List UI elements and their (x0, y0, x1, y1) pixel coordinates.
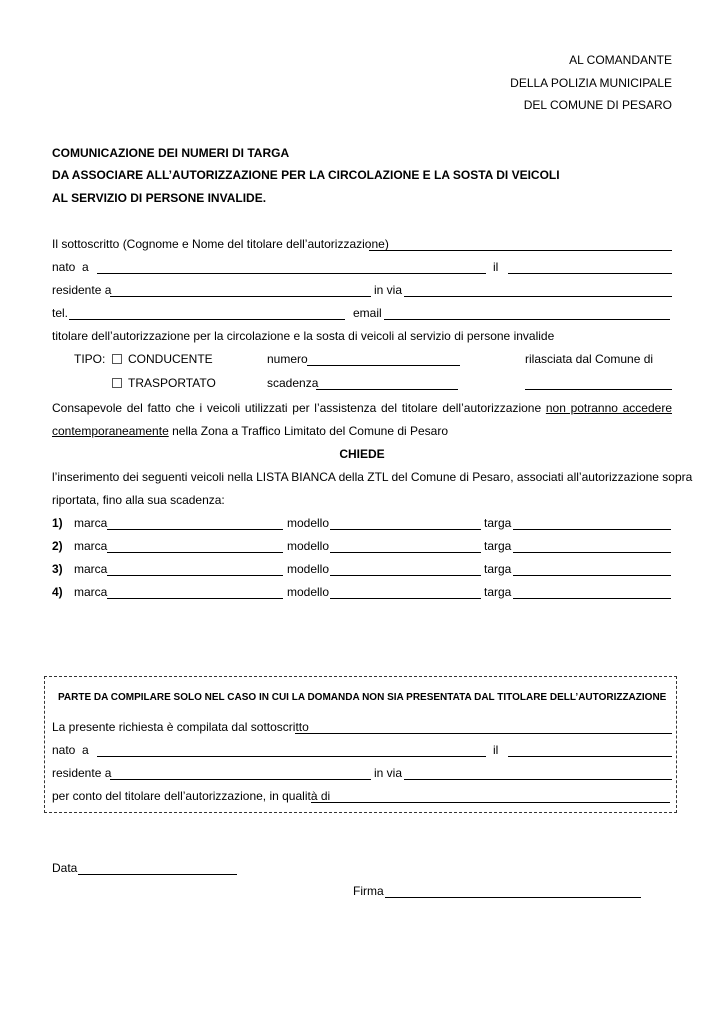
consapevole-pre: Consapevole del fatto che i veicoli utilizzati per l’assistenza del titolare dell’autorizzazione (52, 401, 542, 415)
vehicle-3-modello-field[interactable] (330, 575, 481, 576)
vehicle-3-modello-label: modello (287, 562, 330, 576)
label-numero: numero (267, 352, 308, 366)
delegate-label-nato: nato (52, 743, 76, 757)
contemporaneamente-underlined: contemporaneamente (52, 424, 169, 438)
vehicle-4-targa-label: targa (484, 585, 512, 599)
residente-field[interactable] (110, 296, 371, 297)
nato-a-field[interactable] (97, 273, 486, 274)
contemporaneamente-post: nella Zona a Traffico Limitato del Comune di Pesaro (172, 424, 449, 438)
label-email: email (353, 306, 382, 320)
riportata-text: riportata, fino alla sua scadenza: (52, 493, 225, 507)
label-sottoscritto: Il sottoscritto (Cognome e Nome del titolare dell’autorizzazione) (52, 237, 389, 251)
numero-field[interactable] (307, 365, 460, 366)
recipient-line-1: AL COMANDANTE (569, 53, 672, 67)
delegate-label-per-conto: per conto del titolare dell’autorizzazione, in qualità di (52, 789, 331, 803)
label-rilasciata: rilasciata dal Comune di (525, 352, 654, 366)
label-nato: nato (52, 260, 76, 274)
vehicle-3-marca-field[interactable] (107, 575, 283, 576)
via-field[interactable] (404, 296, 672, 297)
label-tipo: TIPO: (74, 352, 106, 366)
vehicle-3-marca-label: marca (74, 562, 108, 576)
option-conducente[interactable] (112, 352, 213, 366)
delegate-residente-field[interactable] (110, 779, 371, 780)
vehicle-4-number: 4) (52, 585, 63, 599)
vehicle-1-modello-field[interactable] (330, 529, 481, 530)
consapevole-text (52, 401, 672, 415)
vehicle-3-targa-label: targa (484, 562, 512, 576)
label-data: Data (52, 861, 78, 875)
vehicle-1-marca-label: marca (74, 516, 108, 530)
tel-field[interactable] (69, 319, 345, 320)
vehicle-2-targa-field[interactable] (513, 552, 671, 553)
nato-il-field[interactable] (508, 273, 672, 274)
sottoscritto-field[interactable] (369, 250, 672, 251)
vehicle-4-marca-label: marca (74, 585, 108, 599)
delegate-label-a: a (82, 743, 89, 757)
delegate-via-field[interactable] (404, 779, 672, 780)
title-line-1: COMUNICAZIONE DEI NUMERI DI TARGA (52, 146, 290, 160)
vehicle-4-modello-field[interactable] (330, 598, 481, 599)
titolare-text: titolare dell’autorizzazione per la circolazione e la sosta di veicoli al servizio di persone invalide (52, 329, 555, 343)
label-presente: La presente richiesta è compilata dal sottoscritto (52, 720, 309, 734)
delegate-nato-il-field[interactable] (508, 756, 672, 757)
vehicle-1-number: 1) (52, 516, 63, 530)
label-il: il (493, 260, 499, 274)
vehicle-1-targa-label: targa (484, 516, 512, 530)
delegate-section-heading: PARTE DA COMPILARE SOLO NEL CASO IN CUI LA DOMANDA NON SIA PRESENTATA DAL TITOLARE DELL’AUTORIZZAZIONE (58, 692, 667, 703)
consapevole-underlined: non potranno accedere (545, 401, 672, 415)
label-scadenza: scadenza (267, 376, 319, 390)
firma-field[interactable] (385, 897, 641, 898)
conducente-label: CONDUCENTE (128, 352, 213, 366)
inserimento-line: l’inserimento dei seguenti veicoli nella LISTA BIANCA della ZTL del Comune di Pesaro, associati all’autorizzazione sopra (52, 470, 693, 484)
trasportato-checkbox[interactable] (112, 378, 122, 388)
label-a: a (82, 260, 89, 274)
vehicle-1-modello-label: modello (287, 516, 330, 530)
vehicle-2-modello-field[interactable] (330, 552, 481, 553)
delegate-name-field[interactable] (295, 733, 672, 734)
vehicle-1-marca-field[interactable] (107, 529, 283, 530)
delegate-label-il: il (493, 743, 499, 757)
vehicle-3-targa-field[interactable] (513, 575, 671, 576)
delegate-nato-a-field[interactable] (97, 756, 486, 757)
delegate-label-residente: residente a (52, 766, 112, 780)
label-in-via: in via (374, 283, 403, 297)
vehicle-2-number: 2) (52, 539, 63, 553)
vehicle-1-targa-field[interactable] (513, 529, 671, 530)
option-trasportato[interactable] (112, 376, 216, 390)
trasportato-label: TRASPORTATO (128, 376, 216, 390)
vehicle-4-modello-label: modello (287, 585, 330, 599)
contemporaneamente-text (52, 424, 448, 438)
inserimento-text (52, 470, 693, 484)
chiede-heading: CHIEDE (339, 447, 385, 461)
vehicle-4-marca-field[interactable] (107, 598, 283, 599)
vehicle-2-targa-label: targa (484, 539, 512, 553)
email-field[interactable] (384, 319, 670, 320)
scadenza-field[interactable] (316, 389, 458, 390)
data-field[interactable] (78, 874, 237, 875)
label-tel: tel. (52, 306, 69, 320)
label-residente: residente a (52, 283, 112, 297)
delegate-label-in-via: in via (374, 766, 403, 780)
vehicle-2-marca-label: marca (74, 539, 108, 553)
conducente-checkbox[interactable] (112, 354, 122, 364)
recipient-line-3: DEL COMUNE DI PESARO (523, 98, 672, 112)
title-line-3: AL SERVIZIO DI PERSONE INVALIDE. (52, 191, 267, 205)
title-line-2: DA ASSOCIARE ALL’AUTORIZZAZIONE PER LA CIRCOLAZIONE E LA SOSTA DI VEICOLI (52, 168, 560, 182)
vehicle-2-modello-label: modello (287, 539, 330, 553)
recipient-line-2: DELLA POLIZIA MUNICIPALE (510, 76, 672, 90)
label-firma: Firma (353, 884, 384, 898)
delegate-qualita-field[interactable] (311, 802, 670, 803)
vehicle-2-marca-field[interactable] (107, 552, 283, 553)
vehicle-3-number: 3) (52, 562, 63, 576)
comune-field[interactable] (525, 389, 672, 390)
vehicle-4-targa-field[interactable] (513, 598, 671, 599)
